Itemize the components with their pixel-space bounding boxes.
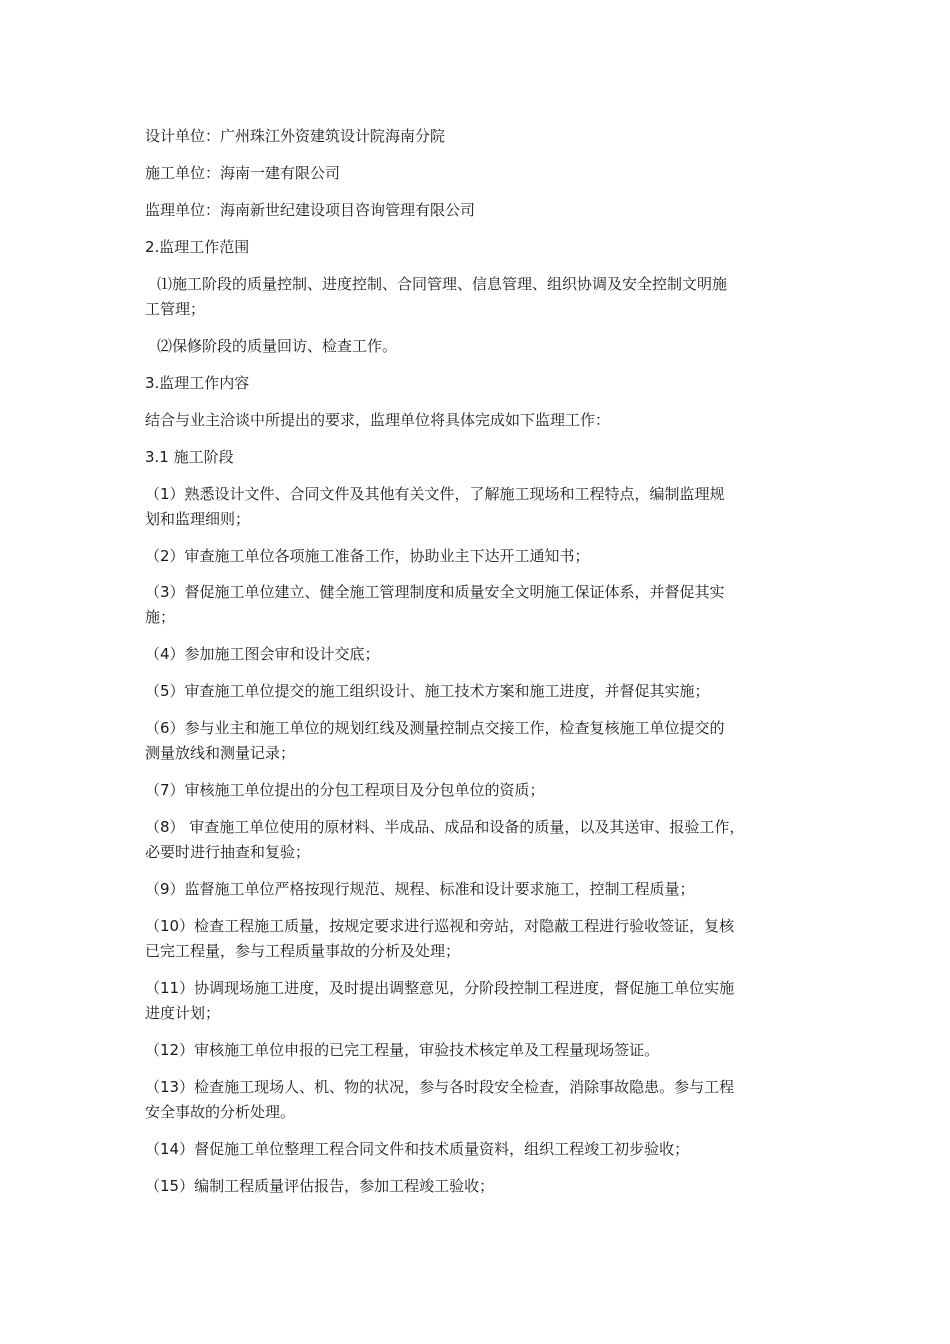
subsection-heading: 3.1 施工阶段 xyxy=(145,448,234,466)
section-heading: 2.监理工作范围 xyxy=(145,238,250,256)
list-item: 进度计划； xyxy=(145,1004,221,1022)
text-line: ⑴施工阶段的质量控制、进度控制、合同管理、信息管理、组织协调及安全控制文明施 xyxy=(157,275,728,293)
list-item: 测量放线和测量记录； xyxy=(145,744,296,762)
list-item: 施； xyxy=(145,608,176,626)
list-item: 划和监理细则； xyxy=(145,510,251,528)
list-item: （6）参与业主和施工单位的规划红线及测量控制点交接工作，检查复核施工单位提交的 xyxy=(145,719,725,737)
list-item: （13）检查施工现场人、机、物的状况，参与各时段安全检查，消除事故隐患。参与工程 xyxy=(145,1078,735,1096)
list-item: （14）督促施工单位整理工程合同文件和技术质量资料，组织工程竣工初步验收； xyxy=(145,1140,690,1158)
section-heading: 3.监理工作内容 xyxy=(145,374,250,392)
list-item: （12）审核施工单位申报的已完工程量，审验技术核定单及工程量现场签证。 xyxy=(145,1041,660,1059)
list-item: （4）参加施工图会审和设计交底； xyxy=(145,645,380,663)
list-item: （1）熟悉设计文件、合同文件及其他有关文件，了解施工现场和工程特点，编制监理规 xyxy=(145,485,725,503)
text-line: 结合与业主洽谈中所提出的要求，监理单位将具体完成如下监理工作： xyxy=(145,411,611,429)
list-item: （8） 审查施工单位使用的原材料、半成品、成品和设备的质量，以及其送审、报验工作， xyxy=(145,818,745,836)
list-item: （3）督促施工单位建立、健全施工管理制度和质量安全文明施工保证体系，并督促其实 xyxy=(145,583,725,601)
list-item: 安全事故的分析处理。 xyxy=(145,1103,296,1121)
text-line: 设计单位：广州珠江外资建筑设计院海南分院 xyxy=(145,127,446,145)
list-item: （11）协调现场施工进度，及时提出调整意见，分阶段控制工程进度，督促施工单位实施 xyxy=(145,979,735,997)
list-item: （9）监督施工单位严格按现行规范、规程、标准和设计要求施工，控制工程质量； xyxy=(145,880,695,898)
list-item: （2）审查施工单位各项施工准备工作，协助业主下达开工通知书； xyxy=(145,547,590,565)
list-item: 已完工程量，参与工程质量事故的分析及处理； xyxy=(145,942,461,960)
text-line: 工管理； xyxy=(145,300,206,318)
list-item: （7）审核施工单位提出的分包工程项目及分包单位的资质； xyxy=(145,781,545,799)
list-item: （10）检查工程施工质量，按规定要求进行巡视和旁站，对隐蔽工程进行验收签证，复核 xyxy=(145,917,735,935)
text-line: 监理单位：海南新世纪建设项目咨询管理有限公司 xyxy=(145,201,476,219)
list-item: （15）编制工程质量评估报告，参加工程竣工验收； xyxy=(145,1177,495,1195)
list-item: 必要时进行抽查和复验； xyxy=(145,843,311,861)
text-line: ⑵保修阶段的质量回访、检查工作。 xyxy=(157,337,398,355)
list-item: （5）审查施工单位提交的施工组织设计、施工技术方案和施工进度，并督促其实施； xyxy=(145,682,710,700)
text-line: 施工单位：海南一建有限公司 xyxy=(145,164,341,182)
